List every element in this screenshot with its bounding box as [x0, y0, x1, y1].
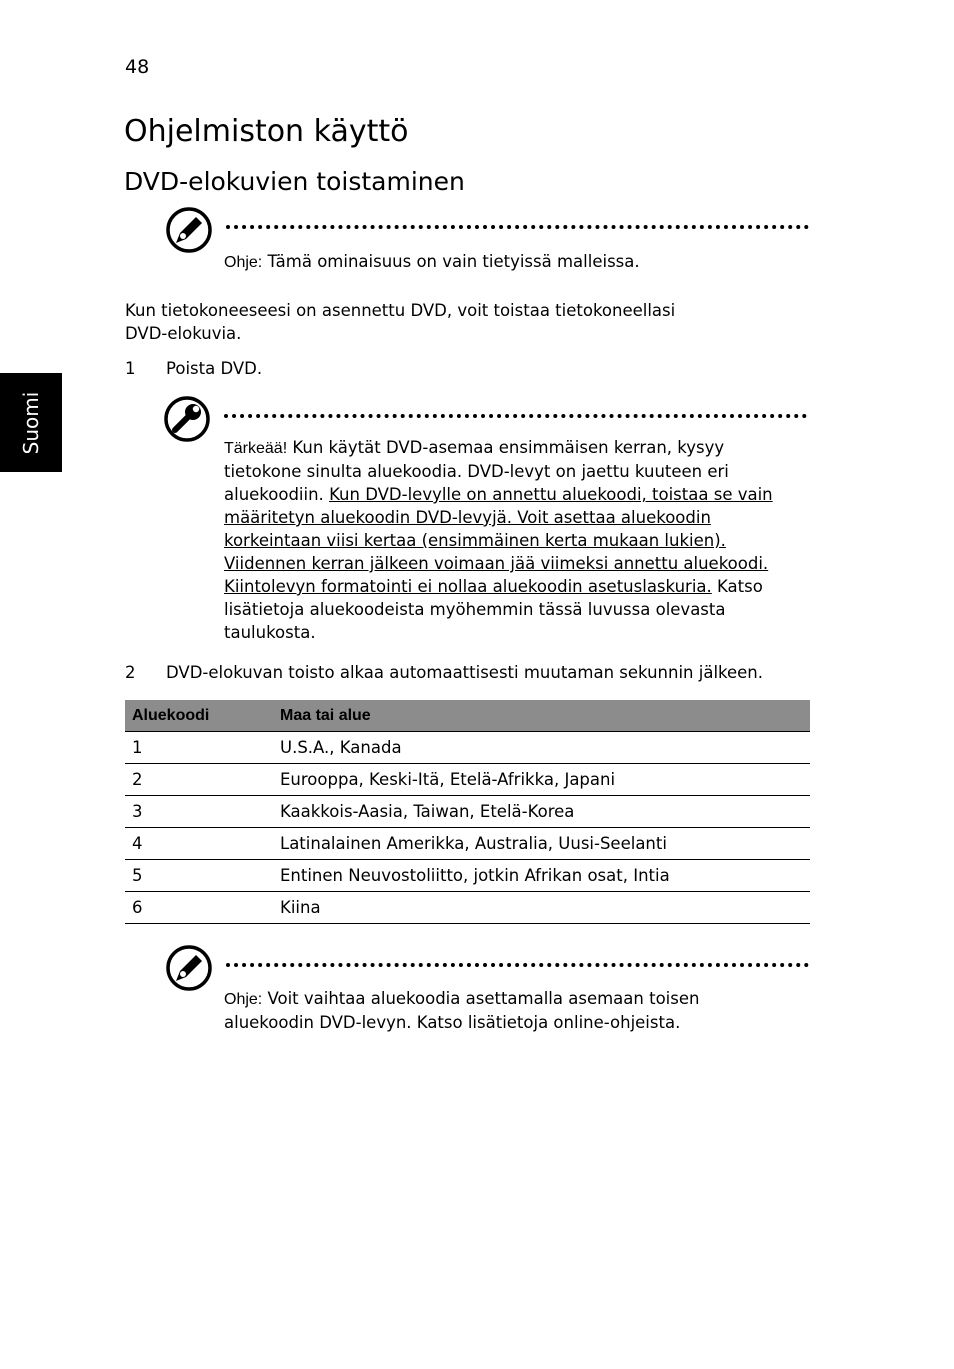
note-divider [226, 963, 809, 967]
region-name-cell: Kiina [273, 892, 810, 924]
note-line: aluekoodin DVD-levyn. Katso lisätietoja online-ohjeista. [224, 1013, 681, 1032]
region-code-cell: 5 [125, 860, 273, 892]
pencil-note-icon [166, 207, 212, 253]
intro-line: DVD-elokuvia. [125, 324, 242, 343]
region-code-cell: 6 [125, 892, 273, 924]
page-number: 48 [125, 56, 150, 78]
region-code-cell: 2 [125, 764, 273, 796]
note-ohje-availability [224, 250, 814, 274]
table-row [125, 732, 810, 764]
note-text: Tämä ominaisuus on vain tietyissä malleissa. [262, 252, 640, 271]
intro-paragraph [125, 299, 765, 345]
region-name-cell: Eurooppa, Keski-Itä, Etelä-Afrikka, Japani [273, 764, 810, 796]
intro-line: Kun tietokoneeseesi on asennettu DVD, voit toistaa tietokoneellasi [125, 301, 676, 320]
table-row [125, 828, 810, 860]
page-title: Ohjelmiston käyttö [124, 114, 409, 149]
column-header: Aluekoodi [125, 700, 273, 732]
note-label: Ohje: [224, 254, 263, 271]
important-underlined-text: Kun DVD-levylle on annettu aluekoodi, toistaa se vain määritetyn aluekoodin DVD-levyjä. Voit asettaa aluekoodin korkeintaan viisi kertaa (ensimmäinen kerta mukaan lukien). Viidennen kerran jälkeen voimaan jää viimeksi annettu aluekoodi. Kiintolevyn formatointi ei nollaa aluekoodin asetuslaskuria. [224, 485, 773, 596]
step-text: Poista DVD. [166, 359, 263, 378]
region-code-cell: 3 [125, 796, 273, 828]
language-side-tab [0, 373, 62, 472]
table-header-row [125, 700, 810, 732]
table-row [125, 796, 810, 828]
region-code-table [125, 700, 810, 924]
note-label: Ohje: [224, 991, 263, 1008]
section-title: DVD-elokuvien toistaminen [124, 167, 465, 196]
important-text: Kun käytät DVD-asemaa ensimmäisen kerran, kysyy tietokone sinulta aluekoodia. DVD-levyt on jaettu kuuteen eri aluekoodiin. [224, 438, 729, 504]
column-header: Maa tai alue [273, 700, 810, 732]
pencil-note-icon [166, 945, 212, 991]
important-divider [224, 414, 807, 418]
note-divider [226, 225, 809, 229]
step-number: 1 [125, 359, 136, 378]
region-code-cell: 4 [125, 828, 273, 860]
table-row [125, 764, 810, 796]
important-note [224, 436, 804, 644]
important-text-end: Katso lisätietoja aluekoodeista myöhemmin tässä luvussa olevasta taulukosta. [224, 577, 763, 642]
note-ohje-region-change [224, 987, 814, 1034]
region-name-cell: Kaakkois-Aasia, Taiwan, Etelä-Korea [273, 796, 810, 828]
region-name-cell: U.S.A., Kanada [273, 732, 810, 764]
table-row [125, 860, 810, 892]
region-name-cell: Latinalainen Amerikka, Australia, Uusi-Seelanti [273, 828, 810, 860]
step-number: 2 [125, 663, 136, 682]
step-text: DVD-elokuvan toisto alkaa automaattisesti muutaman sekunnin jälkeen. [166, 663, 764, 682]
note-text: Voit vaihtaa aluekoodia asettamalla asemaan toisen [262, 989, 700, 1008]
note-line [224, 987, 814, 1011]
side-tab-label: Suomi [19, 391, 43, 455]
region-name-cell: Entinen Neuvostoliitto, jotkin Afrikan osat, Intia [273, 860, 810, 892]
table-row [125, 892, 810, 924]
region-code-cell: 1 [125, 732, 273, 764]
important-label: Tärkeää! [224, 440, 288, 457]
wrench-important-icon [164, 396, 210, 442]
